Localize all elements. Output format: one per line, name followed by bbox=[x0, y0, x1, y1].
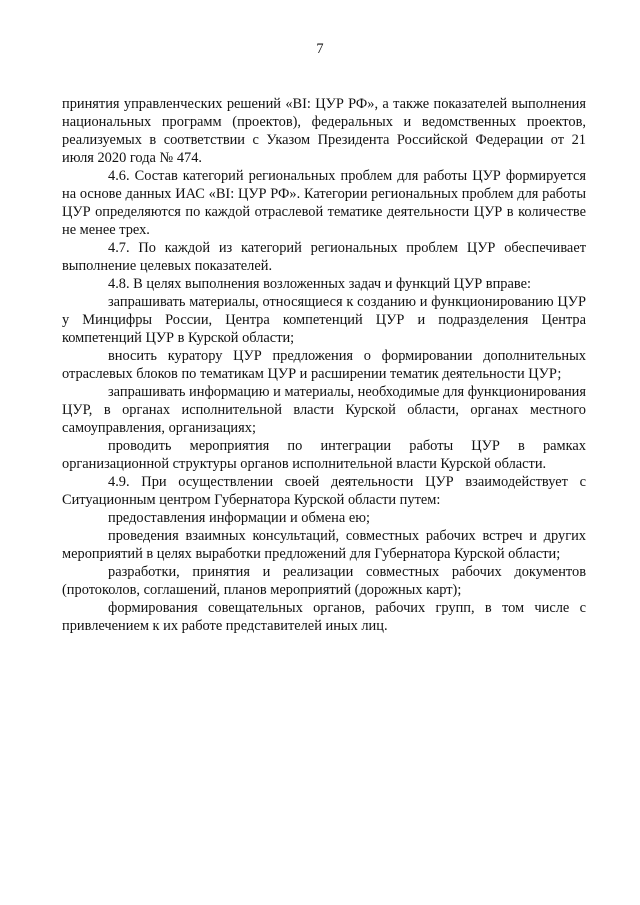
list-item-advisory-bodies: формирования совещательных органов, рабочих групп, в том числе с привлечением к их работе представителей иных лиц. bbox=[62, 600, 586, 634]
list-item-propose-blocks: вносить куратору ЦУР предложения о формировании дополнительных отраслевых блоков по тематикам ЦУР и расширении тематик деятельности ЦУР; bbox=[62, 348, 586, 382]
paragraph-4-7: 4.7. По каждой из категорий региональных проблем ЦУР обеспечивает выполнение целевых показателей. bbox=[62, 240, 586, 274]
list-item-consultations: проведения взаимных консультаций, совместных рабочих встреч и других мероприятий в целях выработки предложений для Губернатора Курской области; bbox=[62, 528, 586, 562]
list-item-request-materials: запрашивать материалы, относящиеся к созданию и функционированию ЦУР у Минцифры России, Центра компетенций ЦУР и подразделения Центра компетенций ЦУР в Курской области; bbox=[62, 294, 586, 346]
paragraph-4-8: 4.8. В целях выполнения возложенных задач и функций ЦУР вправе: bbox=[108, 276, 531, 292]
list-item-integration-events: проводить мероприятия по интеграции работы ЦУР в рамках организационной структуры органов исполнительной власти Курской области. bbox=[62, 438, 586, 472]
document-body bbox=[62, 95, 586, 635]
list-item-request-information: запрашивать информацию и материалы, необходимые для функционирования ЦУР, в органах исполнительной власти Курской области, органах местного самоуправления, организациях; bbox=[62, 384, 586, 436]
list-item-joint-documents: разработки, принятия и реализации совместных рабочих документов (протоколов, соглашений, планов мероприятий (дорожных карт); bbox=[62, 564, 586, 598]
paragraph-4-9: 4.9. При осуществлении своей деятельности ЦУР взаимодействует с Ситуационным центром Губернатора Курской области путем: bbox=[62, 474, 586, 508]
list-item-information-exchange: предоставления информации и обмена ею; bbox=[108, 510, 370, 526]
paragraph-4-6: 4.6. Состав категорий региональных проблем для работы ЦУР формируется на основе данных ИАС «BI: ЦУР РФ». Категории региональных проблем для работы ЦУР определяются по каждой отраслевой тематике деятельности ЦУР в количестве не менее трех. bbox=[62, 168, 586, 238]
paragraph-continuation: принятия управленческих решений «BI: ЦУР РФ», а также показателей выполнения национальных программ (проектов), федеральных и ведомственных проектов, реализуемых в соответствии с Указом Президента Российской Федерации от 21 июля 2020 года № 474. bbox=[62, 96, 586, 166]
page-number: 7 bbox=[316, 41, 324, 57]
